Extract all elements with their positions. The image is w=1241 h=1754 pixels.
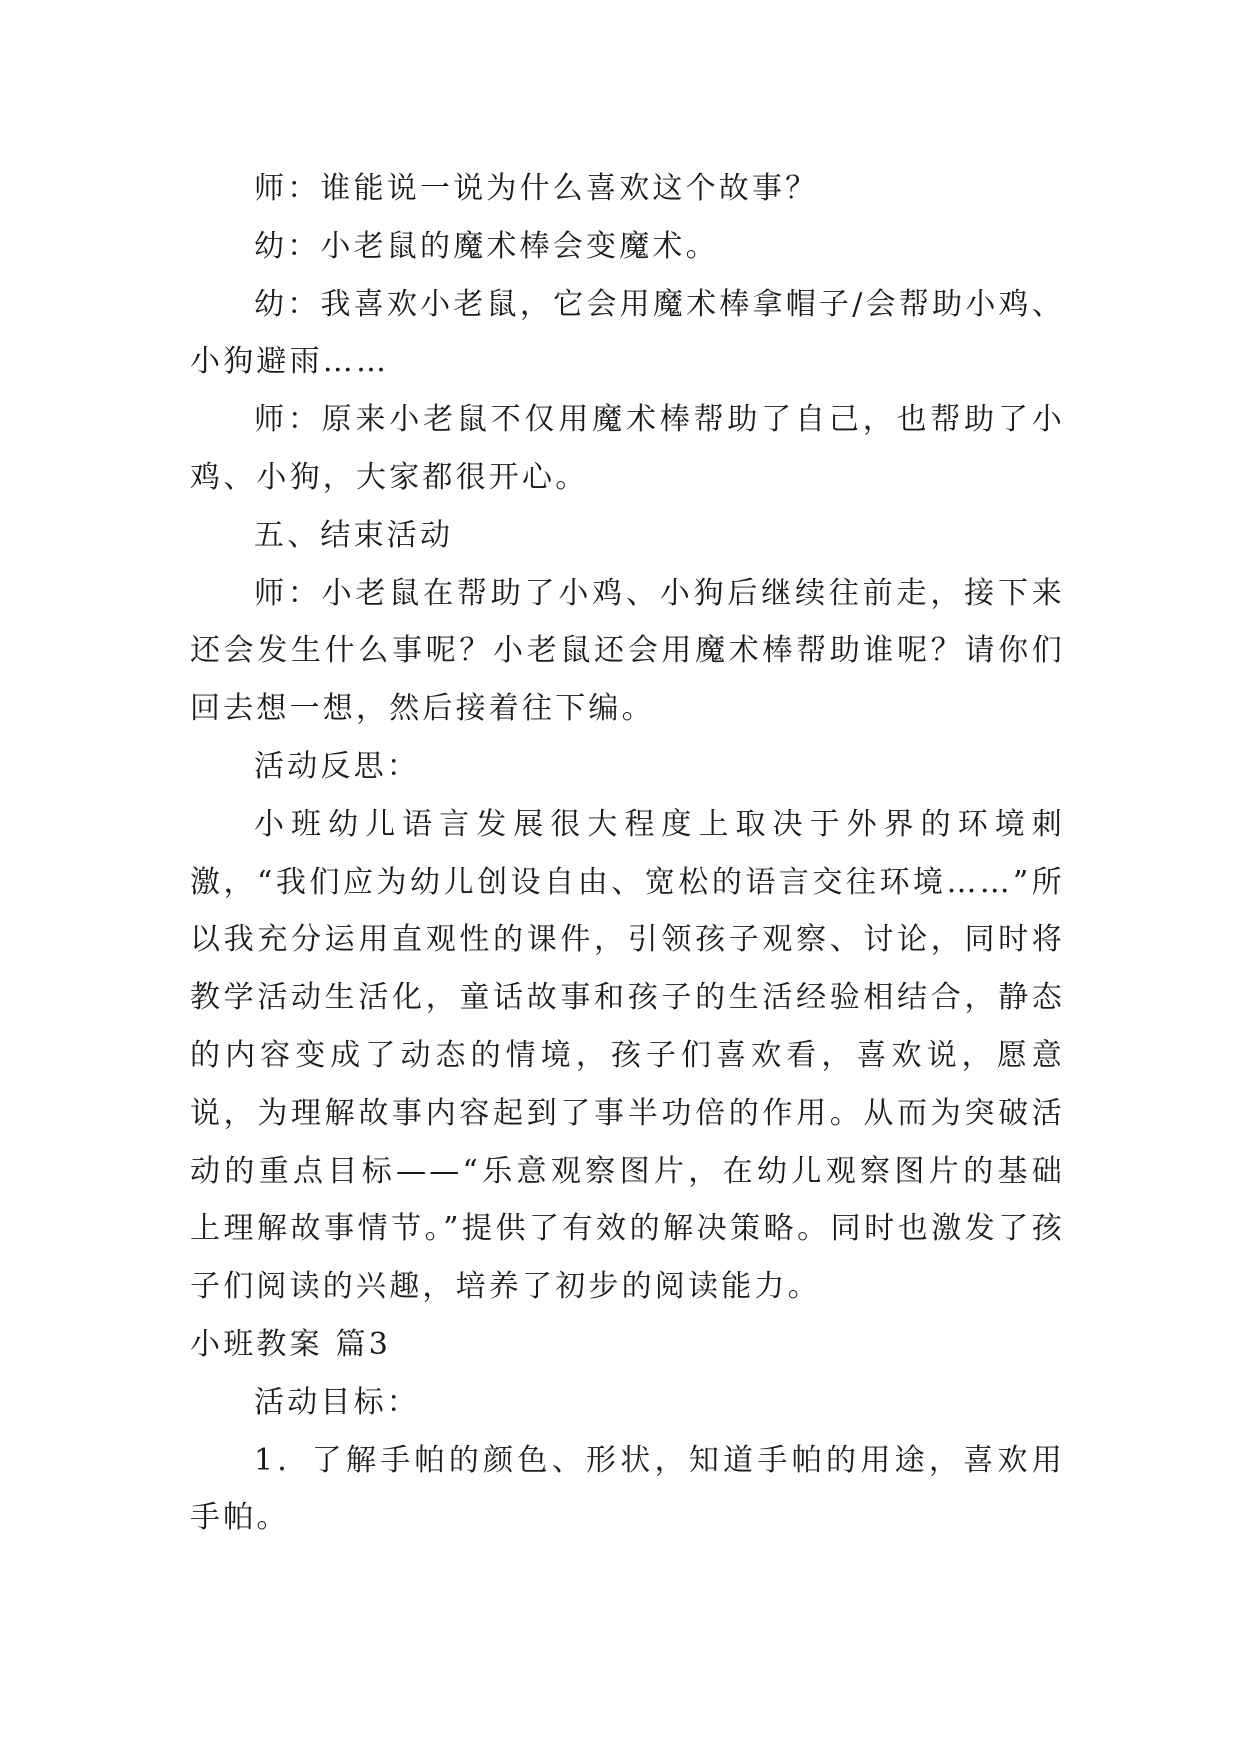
paragraph-teacher-summary: 师：原来小老鼠不仅用魔术棒帮助了自己，也帮助了小鸡、小狗，大家都很开心。 — [190, 402, 1065, 495]
section-heading-end-activity: 五、结束活动 — [254, 517, 454, 553]
paragraph-teacher-question: 师：谁能说一说为什么喜欢这个故事？ — [254, 171, 819, 206]
paragraph-child-answer-1: 幼：小老鼠的魔术棒会变魔术。 — [254, 228, 719, 264]
heading-activity-goals: 活动目标： — [254, 1384, 420, 1420]
document-body — [190, 160, 1065, 1547]
paragraph-reflection-body: 小班幼儿语言发展很大程度上取决于外界的环境刺激，“我们应为幼儿创设自由、宽松的语言交往环境……”所以我充分运用直观性的课件，引领孩子观察、讨论，同时将教学活动生活化，童话故事和孩子的生活经验相结合，静态的内容变成了动态的情境，孩子们喜欢看，喜欢说，愿意说，为理解故事内容起到了事半功倍的作用。从而为突破活动的重点目标——“乐意观察图片，在幼儿观察图片的基础上理解故事情节。”提供了有效的解决策略。同时也激发了孩子们阅读的兴趣，培养了初步的阅读能力。 — [190, 806, 1065, 1305]
lesson-plan-title: 小班教案 篇3 — [190, 1326, 392, 1362]
goal-item-1: 1．了解手帕的颜色、形状，知道手帕的用途，喜欢用手帕。 — [190, 1442, 1065, 1536]
heading-activity-reflection: 活动反思： — [254, 748, 420, 784]
paragraph-teacher-closing: 师：小老鼠在帮助了小鸡、小狗后继续往前走，接下来还会发生什么事呢？小老鼠还会用魔术棒帮助谁呢？请你们回去想一想，然后接着往下编。 — [190, 575, 1065, 727]
paragraph-child-answer-2: 幼：我喜欢小老鼠，它会用魔术棒拿帽子/会帮助小鸡、小狗避雨…… — [190, 286, 1065, 380]
